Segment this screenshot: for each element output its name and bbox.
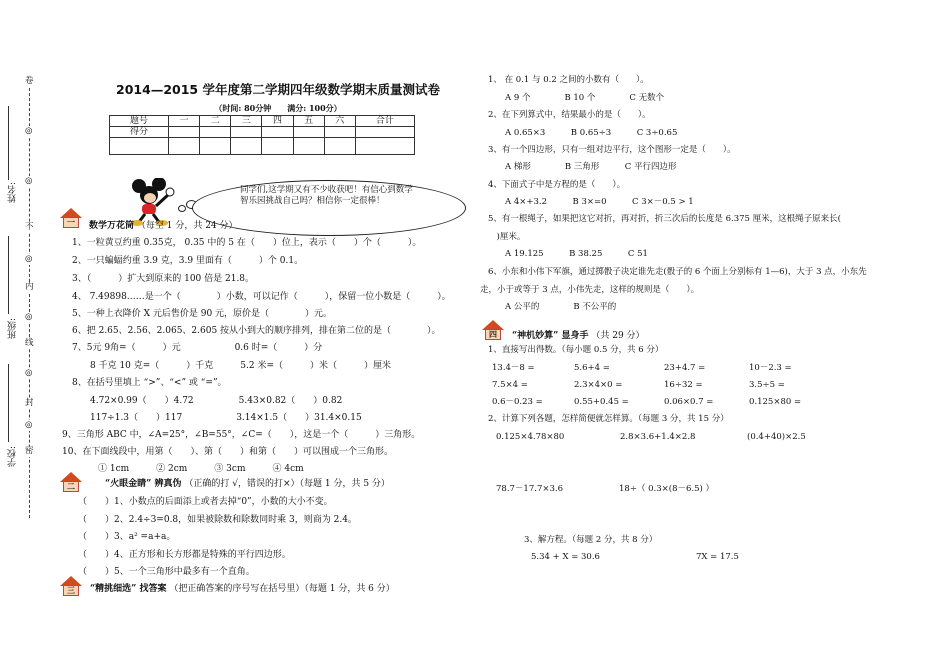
section-house-icon [60, 576, 82, 596]
question-line: 10、在下面线段中，用第（ ）、第（ ）和第（ ）可以围成一个三角形。 [62, 447, 393, 457]
margin-mark: 内 [25, 282, 34, 292]
section-house-icon [60, 208, 82, 228]
choice-question: )厘米。 [488, 232, 526, 242]
simplify-problem: 18÷（ 0.3×(8－6.5) ） [619, 484, 715, 494]
margin-mark: ◎ [25, 368, 33, 378]
section-number: 四 [485, 329, 501, 340]
question-line: 8 千克 10 克=（ ）千克 5.2 米=（ ）米（ ）厘米 [72, 361, 392, 371]
margin-mark: ◎ [25, 420, 33, 430]
mental-calc: 2.3×4×0 = [574, 380, 623, 390]
score-header-cell: 合计 [355, 116, 414, 127]
section-1-heading [89, 221, 238, 232]
section-title: 数学万花筒 [89, 221, 135, 231]
exam-subtitle: （时间: 80分钟 满分: 100分） [214, 103, 342, 113]
choice-question: 1、 在 0.1 与 0.2 之间的小数有（ ）。 [488, 75, 649, 85]
score-cell[interactable] [324, 138, 355, 155]
margin-mark: ◎ [25, 254, 33, 264]
question-line: 4、 7.49898……是一个（ ）小数，可以记作（ ），保留一位小数是（ ）。 [72, 292, 451, 302]
question-line: 6、把 2.65、2.56、2.065、2.605 按从小到大的顺序排列，排在第二位的是（ ）。 [72, 326, 441, 336]
score-cell[interactable] [355, 138, 414, 155]
score-header-cell: 一 [169, 116, 200, 127]
choice-options: A 公平的 B 不公平的 [488, 302, 617, 312]
section-note: （共 29 分） [591, 331, 645, 341]
question-line: 117÷1.3（ ）117 3.14×1.5（ ）31.4×0.15 [72, 413, 362, 423]
score-header-cell: 四 [262, 116, 293, 127]
section-title: “神机妙算” 显身手 [512, 331, 589, 341]
choice-options: A 19.125 B 38.25 C 51 [488, 249, 648, 259]
mental-calc: 5.6+4 = [574, 363, 610, 373]
score-cell[interactable] [231, 127, 262, 138]
section-title: “火眼金睛” 辨真伪 [105, 479, 182, 489]
mental-calc: 0.6－0.23 = [492, 397, 543, 407]
score-header-cell: 三 [231, 116, 262, 127]
simplify-problem: 78.7－17.7×3.6 [496, 484, 563, 494]
score-cell[interactable] [262, 127, 293, 138]
equation: 5.34 + X = 30.6 [531, 552, 600, 562]
margin-mark: 线 [25, 338, 34, 348]
question-line: （ ）1、小数点的后面添上或者去掉“0”，小数的大小不变。 [78, 497, 333, 507]
score-cell[interactable] [110, 138, 169, 155]
choice-options: A 0.65×3 B 0.65÷3 C 3÷0.65 [488, 128, 678, 138]
score-cell[interactable] [262, 138, 293, 155]
score-header-cell: 五 [293, 116, 324, 127]
simplify-problem: (0.4+40)×2.5 [747, 432, 806, 442]
choice-question: 4、下面式子中是方程的是（ ）。 [488, 180, 626, 190]
section-house-icon [60, 472, 82, 492]
score-cell[interactable] [355, 127, 414, 138]
calc-heading: 2、计算下列各题，怎样简便就怎样算。（每题 3 分，共 15 分） [488, 414, 729, 424]
name-blank [8, 106, 9, 180]
score-header-cell: 六 [324, 116, 355, 127]
score-cell[interactable] [200, 138, 231, 155]
thought-dot [178, 205, 186, 212]
margin-mark: ◎ [25, 176, 33, 186]
calc-heading: 1、直接写出得数。（每小题 0.5 分，共 6 分） [488, 345, 664, 355]
mental-calc: 0.55+0.45 = [574, 397, 629, 407]
school-label: 学校: [8, 446, 18, 468]
question-line: （ ）4、正方形和长方形都是特殊的平行四边形。 [78, 550, 291, 560]
mental-calc: 0.125×80 = [749, 397, 802, 407]
mental-calc: 3.5÷5 = [749, 380, 785, 390]
mental-calc: 23+4.7 = [664, 363, 706, 373]
margin-mark: ◎ [25, 126, 33, 136]
choice-question: 5、有一根绳子，如果把这它对折，再对折，折三次后的长度是 6.375 厘米，这根绳子原来长( [488, 214, 841, 224]
mental-calc: 0.06×0.7 = [664, 397, 714, 407]
section-note: （把正确答案的序号写在括号里）（每题 1 分，共 6 分） [169, 584, 395, 594]
class-label: 班级: [8, 318, 18, 340]
question-line: （ ）5、一个三角形中最多有一个直角。 [78, 567, 255, 577]
mental-calc: 10－2.3 = [749, 363, 792, 373]
choice-question: 2、在下列算式中，结果最小的是（ ）。 [488, 110, 651, 120]
question-line: ① 1cm ② 2cm ③ 3cm ④ 4cm [62, 464, 304, 474]
question-line: 2、一只蝙蝠约重 3.9 克，3.9 里面有（ ）个 0.1。 [72, 256, 304, 266]
section-number: 二 [63, 481, 79, 492]
score-header-cell: 二 [200, 116, 231, 127]
score-cell[interactable] [293, 127, 324, 138]
score-table [109, 115, 415, 155]
score-row [110, 138, 415, 155]
choice-options: A 4×+3.2 B 3×=0 C 3×－0.5 > 1 [488, 197, 694, 207]
score-cell[interactable] [293, 138, 324, 155]
choice-question: 6、小东和小伟下军旗，通过掷骰子决定谁先走(骰子的 6 个面上分别标有 1—6)，大于 3 点，小东先 [488, 267, 867, 277]
simplify-problem: 0.125×4.78×80 [496, 432, 565, 442]
margin-mark: 不 [25, 222, 34, 232]
question-line: 9、三角形 ABC 中，∠A=25°，∠B=55°，∠C=（ ），这是一个（ ）三角形。 [62, 430, 421, 440]
margin-mark: 卷 [25, 76, 34, 86]
score-cell[interactable] [169, 127, 200, 138]
choice-question: 3、有一个四边形，只有一组对边平行，这个图形一定是（ ）。 [488, 145, 736, 155]
score-cell[interactable] [200, 127, 231, 138]
exam-title: 2014—2015 学年度第二学期四年级数学期末质量测试卷 [116, 82, 440, 97]
section-4-heading [512, 331, 645, 342]
school-blank [8, 364, 9, 442]
section-2-heading [105, 479, 390, 490]
section-note: （每空 1 分，共 24 分） [136, 221, 238, 231]
choice-options: A 9 个 B 10 个 C 无数个 [488, 93, 665, 103]
score-cell[interactable] [169, 138, 200, 155]
simplify-problem: 2.8×3.6+1.4×2.8 [620, 432, 696, 442]
margin-mark: 密 [25, 446, 34, 456]
question-line: 5、一种上衣降价 X 元后售价是 90 元，原价是（ ）元。 [72, 309, 333, 319]
section-3-heading [90, 584, 395, 595]
score-header-row [110, 116, 415, 127]
question-line: 4.72×0.99（ ）4.72 5.43×0.82（ ）0.82 [72, 396, 343, 406]
question-line: 3、（ ）扩大到原来的 100 倍是 21.8。 [72, 274, 255, 284]
choice-question: 走，小于或等于 3 点，小伟先走，这样的规则是（ ）。 [480, 285, 700, 295]
score-cell[interactable] [231, 138, 262, 155]
question-line: 1、一粒黄豆约重 0.35克， 0.35 中的 5 在（ ）位上，表示（ ）个（ ）。 [72, 238, 422, 248]
equation: 7X = 17.5 [696, 552, 739, 562]
mental-calc: 13.4－8 = [492, 363, 535, 373]
question-line: （ ）2、2.4÷3=0.8，如果被除数和除数同时乘 3，则商为 2.4。 [78, 515, 357, 525]
section-number: 一 [63, 217, 79, 228]
margin-mark: 封 [25, 398, 34, 408]
score-header-cell: 题号 [110, 116, 169, 127]
class-blank [8, 236, 9, 314]
choice-options: A 梯形 B 三角形 C 平行四边形 [488, 162, 677, 172]
cloud-message: 同学们,这学期又有不少收获吧！有信心到数学智乐园挑战自己吗？相信你一定很棒！ [240, 185, 413, 206]
question-line: 8、在括号里填上 “>”、“<” 或 “=”。 [72, 378, 227, 388]
name-label: 姓名: [8, 182, 18, 204]
section-number: 三 [63, 585, 79, 596]
question-line: 7、5元 9角=（ ）元 0.6 时=（ ）分 [72, 343, 323, 353]
score-row-label: 得分 [110, 127, 169, 138]
cartoon-mouse-icon [125, 178, 175, 226]
question-line: （ ）3、a² =a+a。 [78, 532, 176, 542]
mental-calc: 16÷32 = [664, 380, 703, 390]
calc-heading: 3、解方程。（每题 2 分，共 8 分） [524, 535, 658, 545]
margin-mark: ◎ [25, 312, 33, 322]
score-cell[interactable] [324, 127, 355, 138]
score-row [110, 127, 415, 138]
section-note: （正确的打 √，错误的打×）（每题 1 分，共 5 分） [184, 479, 390, 489]
section-house-icon [482, 320, 504, 340]
section-title: “精挑细选” 找答案 [90, 584, 167, 594]
mental-calc: 7.5×4 = [492, 380, 528, 390]
